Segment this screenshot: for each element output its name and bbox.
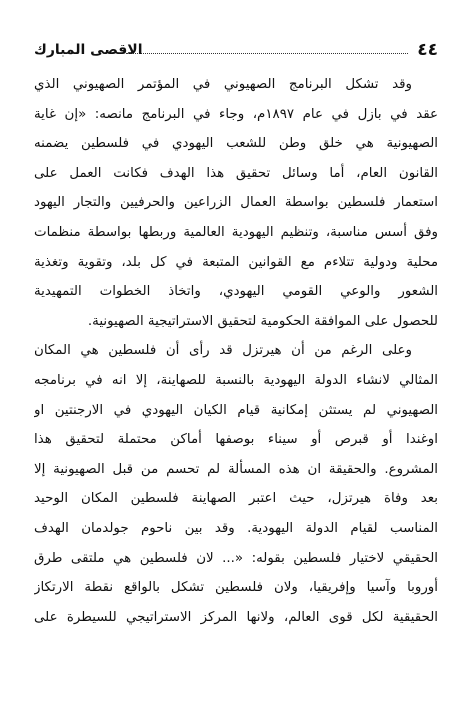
text-line: الصهيوني لم يستثن إمكانية قيام الكيان اليهودي في الارجنتين او [34,402,438,418]
page-header [34,38,438,62]
text-line: استعمار فلسطين بواسطة العمال الزراعين والحرفيين والتجار اليهود [34,195,438,211]
running-title: الاقصى المبارك [34,42,143,58]
text-line: أوروبا وآسيا وإفريقيا، ولان فلسطين تشكل بالواقع نقطة الارتكاز [34,580,438,596]
header-dotted-leader [126,53,408,54]
text-line: وقد تشكل البرنامج الصهيوني في المؤتمر الصهيوني الذي [34,77,412,92]
text-line: الحقيقية لكل قوى العالم، ولانها المركز الاستراتيجي للسيطرة على [34,609,438,625]
text-line: المناسب لقيام الدولة اليهودية. وقد بين ناحوم جولدمان الهدف [34,520,438,536]
text-line: للحصول على الموافقة الحكومية لتحقيق الاستراتيجية الصهيونية. [87,313,438,329]
text-line: عقد في بازل في عام ١٨٩٧م، وجاء في البرنامج مانصه: «إن غاية [34,106,438,122]
paragraph [34,336,438,632]
text-line: المثالي لانشاء الدولة اليهودية بالنسبة للصهاينة، إلا انه في برنامجه [34,372,438,388]
text-line: الصهيونية هي خلق وطن للشعب اليهودي في فلسطين يضمنه [34,136,438,152]
text-line: المشروع. والحقيقة ان هذه المسألة لم تحسم من قبل الصهيونية إلا [34,461,438,477]
text-line: بعد وفاة هيرتزل، حيث اعتبر الصهاينة فلسطين المكان الوحيد [34,491,438,507]
page-number: ٤٤ [417,40,438,60]
text-line: الشعور والوعي القومي اليهودي، واتخاذ الخطوات التمهيدية [34,284,438,300]
text-line: اوغندا أو قبرص أو سيناء بوصفها أماكن محتملة لتحقيق هذا [34,432,438,448]
text-line: وفق أسس مناسبة، وتنظيم اليهودية العالمية وربطها بواسطة منظمات [34,224,438,240]
text-line: وعلى الرغم من أن هيرتزل قد رأى أن فلسطين هي المكان [34,343,412,359]
text-line: الحقيقي لاختيار فلسطين بقوله: «... لان فلسطين هي ملتقى طرق [34,550,438,566]
paragraph [34,70,438,336]
text-line: محلية ودولية تتلاءم مع القوانين المتبعة في كل بلد، وتقوية وتغذية [34,254,438,270]
text-line: القانون العام، أما وسائل تحقيق هذا الهدف فكانت العمل على [34,165,438,181]
body-text [34,70,438,632]
